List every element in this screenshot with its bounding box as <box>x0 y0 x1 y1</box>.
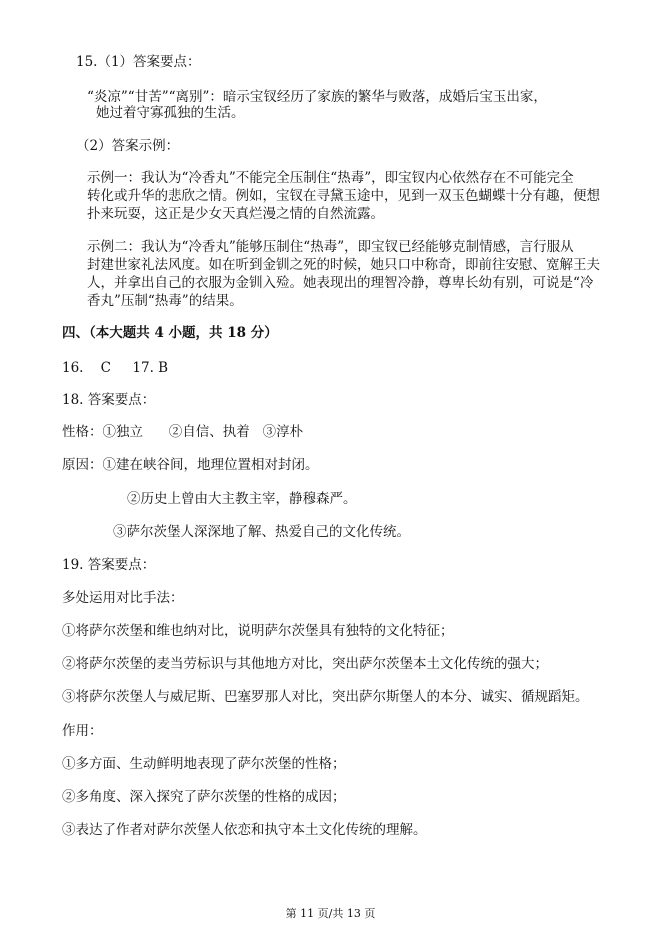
q15-heading: 15.（1）答案要点： <box>76 54 201 70</box>
q19-effect1: ①多方面、生动鲜明地表现了萨尔茨堡的性格； <box>62 756 346 772</box>
q15-answer-line1: “炎凉”“甘苦”“离别”：暗示宝钗经历了家族的繁华与败落，成婚后宝玉出家， <box>87 89 547 105</box>
q15-example2-line3: 人，并拿出自己的衣服为金钏入殓。她表现出的理智冷静，尊卑长幼有别，可说是“冷 <box>87 275 594 291</box>
q15-example2-line1: 示例二：我认为“冷香丸”能够压制住“热毒”，即宝钗已经能够克制情感，言行服从 <box>87 239 574 255</box>
q18-reason3: ③萨尔茨堡人深深地了解、热爱自己的文化传统。 <box>113 524 410 540</box>
q15-example1-line1: 示例一：我认为“冷香丸”不能完全压制住“热毒”，即宝钗内心依然存在不可能完全 <box>87 170 574 186</box>
q15-example2-line2: 封建世家礼法风度。如在听到金钏之死的时候，她只口中称奇，即前往安慰、宽解王夫 <box>87 257 600 273</box>
q19-contrast2: ②将萨尔茨堡的麦当劳标识与其他地方对比，突出萨尔茨堡本土文化传统的强大； <box>62 656 548 672</box>
q19-effect3: ③表达了作者对萨尔茨堡人依恋和执守本土文化传统的理解。 <box>62 822 427 838</box>
q19-contrast3: ③将萨尔茨堡人与威尼斯、巴塞罗那人对比，突出萨尔斯堡人的本分、诚实、循规蹈矩。 <box>62 689 589 705</box>
q15-example1-line2: 转化或升华的悲欣之情。例如，宝钗在寻黛玉途中，见到一双玉色蝴蝶十分有趣，便想 <box>87 188 600 204</box>
q19-effect-heading: 作用： <box>62 723 103 739</box>
q18-heading: 18. 答案要点： <box>62 392 156 408</box>
q19-method: 多处运用对比手法： <box>62 590 184 606</box>
q15-answer-line2: 她过着守寡孤独的生活。 <box>96 105 245 121</box>
q18-reason2: ②历史上曾由大主教主宰，静穆森严。 <box>127 491 357 507</box>
q15-part2-heading: （2）答案示例： <box>76 138 180 154</box>
q16-17-answers: 16. C 17. B <box>62 360 169 376</box>
q15-example1-line3: 扑来玩耍，这正是少女天真烂漫之情的自然流露。 <box>87 206 384 222</box>
section4-title: 四、（本大题共 4 小题，共 18 分） <box>62 325 278 341</box>
q19-contrast1: ①将萨尔茨堡和维也纳对比，说明萨尔茨堡具有独特的文化特征； <box>62 623 454 639</box>
q19-effect2: ②多角度、深入探究了萨尔茨堡的性格的成因； <box>62 789 346 805</box>
q18-reason1: 原因：①建在峡谷间，地理位置相对封闭。 <box>62 457 319 473</box>
q19-heading: 19. 答案要点： <box>62 557 156 573</box>
page-number: 第 11 页/共 13 页 <box>285 907 376 920</box>
q15-example2-line4: 香丸”压制“热毒”的结果。 <box>87 293 243 309</box>
q18-character: 性格：①独立 ②自信、执着 ③淳朴 <box>62 424 304 440</box>
